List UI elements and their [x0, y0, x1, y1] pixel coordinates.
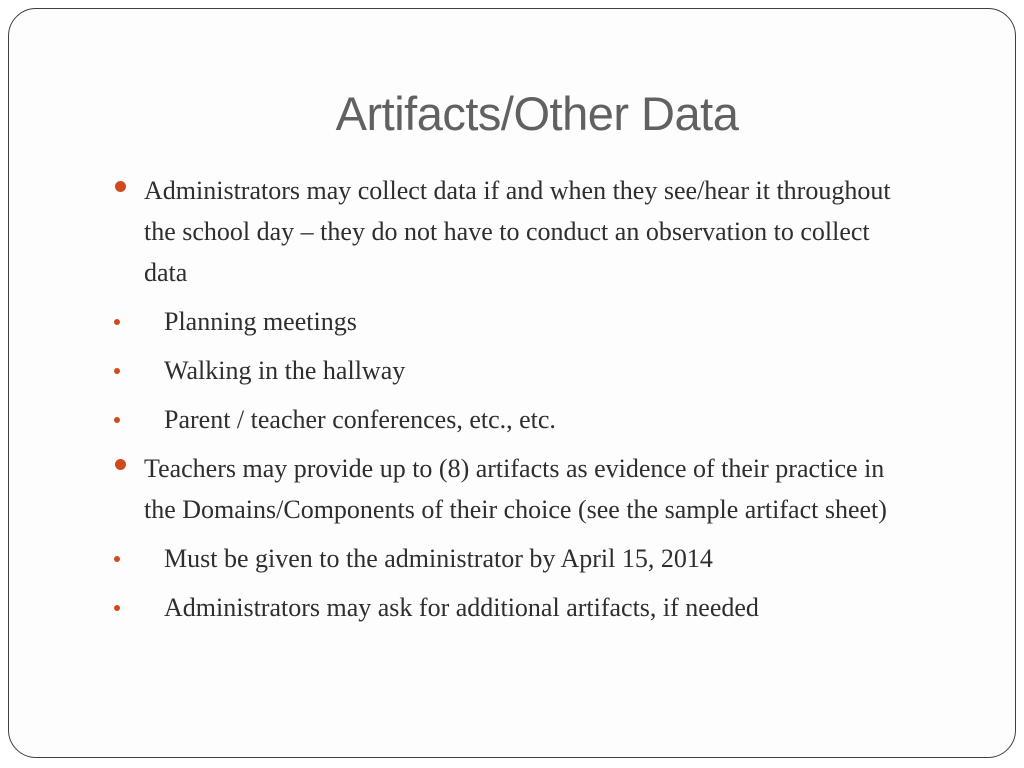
bullet-text: Administrators may ask for additional artifacts, if needed — [164, 593, 759, 622]
bullet-text: Teachers may provide up to (8) artifacts as evidence of their practice in the Domains/Components of their choice (see the sample artifact sheet) — [144, 454, 887, 524]
small-bullet-icon — [114, 556, 120, 562]
sub-bullet-item — [112, 399, 912, 440]
bullet-text: Walking in the hallway — [164, 356, 406, 385]
sub-bullet-item — [112, 301, 912, 342]
bullet-list — [112, 170, 912, 636]
sub-bullet-item — [112, 587, 912, 628]
sub-bullet-item — [112, 350, 912, 391]
slide-title: Artifacts/Other Data — [335, 87, 739, 140]
bullet-text: Administrators may collect data if and when they see/hear it throughout the school day – they do not have to conduct an observation to collect data — [144, 176, 891, 287]
round-bullet-icon — [115, 459, 126, 470]
small-bullet-icon — [114, 605, 120, 611]
bullet-item — [112, 170, 912, 293]
bullet-text: Planning meetings — [164, 307, 357, 336]
bullet-item — [112, 448, 912, 530]
small-bullet-icon — [114, 368, 120, 374]
bullet-text: Parent / teacher conferences, etc., etc. — [164, 405, 556, 434]
bullet-text: Must be given to the administrator by April 15, 2014 — [164, 544, 713, 573]
small-bullet-icon — [114, 319, 120, 325]
round-bullet-icon — [115, 181, 126, 192]
sub-bullet-item — [112, 538, 912, 579]
small-bullet-icon — [114, 417, 120, 423]
